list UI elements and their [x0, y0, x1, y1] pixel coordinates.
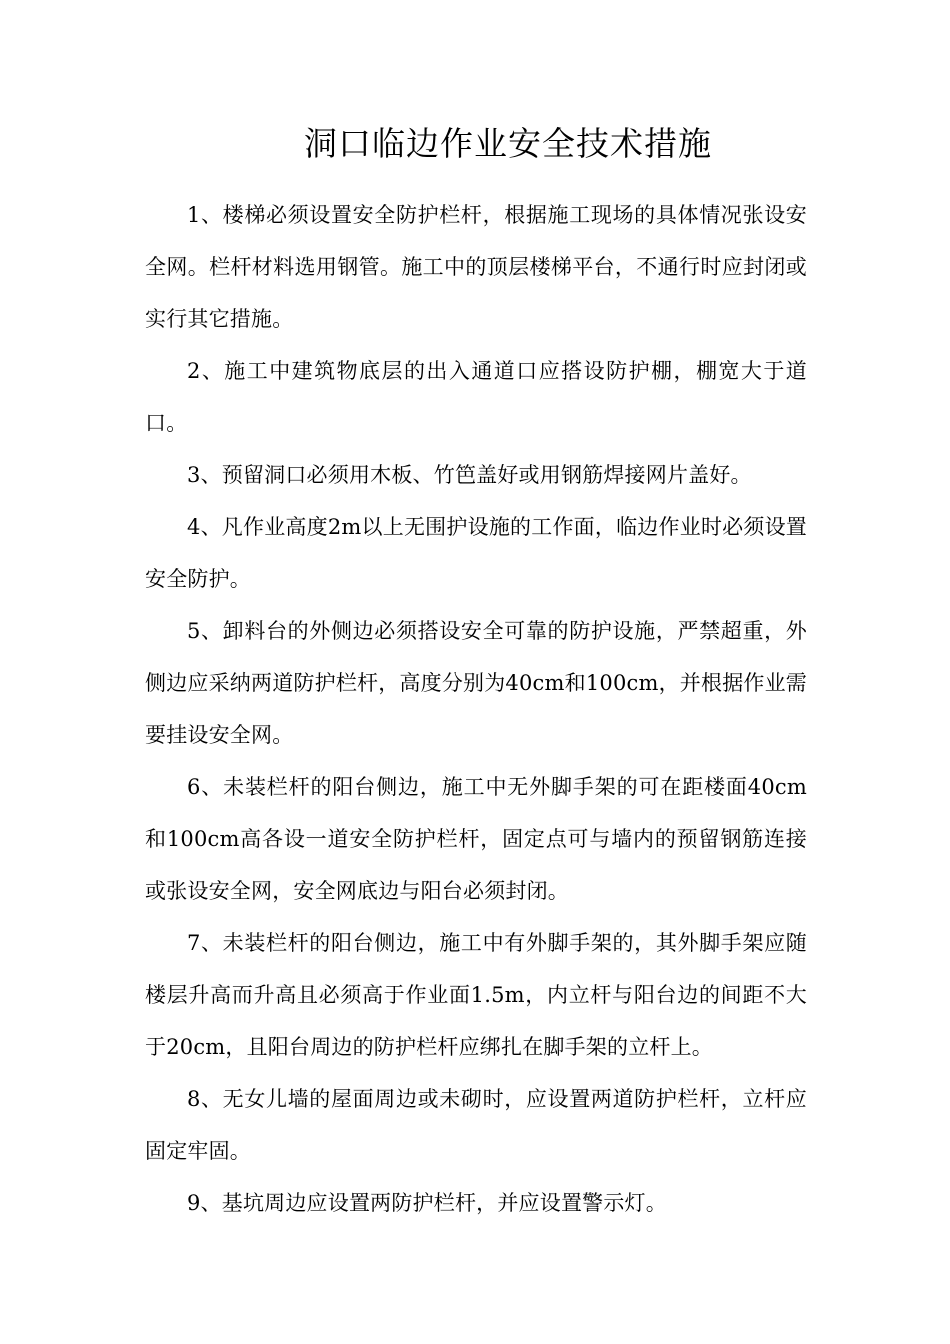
- paragraph-7: 7、未装栏杆的阳台侧边，施工中有外脚手架的，其外脚手架应随楼层升高而升高且必须高于作业面1.5m，内立杆与阳台边的间距不大于20cm，且阳台周边的防护栏杆应绑扎在脚手架的立杆上。: [145, 931, 807, 1059]
- document-title: 洞口临边作业安全技术措施: [304, 124, 712, 163]
- paragraph-1: 1、楼梯必须设置安全防护栏杆，根据施工现场的具体情况张设安全网。栏杆材料选用钢管。施工中的顶层楼梯平台，不通行时应封闭或实行其它措施。: [145, 203, 807, 331]
- paragraph-3: 3、预留洞口必须用木板、竹笆盖好或用钢筋焊接网片盖好。: [187, 463, 752, 487]
- paragraph-4: 4、凡作业高度2m以上无围护设施的工作面，临边作业时必须设置安全防护。: [145, 515, 807, 591]
- paragraph-8: 8、无女儿墙的屋面周边或未砌时，应设置两道防护栏杆，立杆应固定牢固。: [145, 1087, 807, 1163]
- paragraph-5: 5、卸料台的外侧边必须搭设安全可靠的防护设施，严禁超重，外侧边应采纳两道防护栏杆，高度分别为40cm和100cm，并根据作业需要挂设安全网。: [145, 619, 807, 747]
- document-body: [145, 189, 807, 1229]
- paragraph-6: 6、未装栏杆的阳台侧边，施工中无外脚手架的可在距楼面40cm和100cm高各设一道安全防护栏杆，固定点可与墙内的预留钢筋连接或张设安全网，安全网底边与阳台必须封闭。: [145, 775, 807, 903]
- paragraph-9: 9、基坑周边应设置两防护栏杆，并应设置警示灯。: [187, 1191, 667, 1215]
- paragraph-2: 2、施工中建筑物底层的出入通道口应搭设防护棚，棚宽大于道口。: [145, 359, 807, 435]
